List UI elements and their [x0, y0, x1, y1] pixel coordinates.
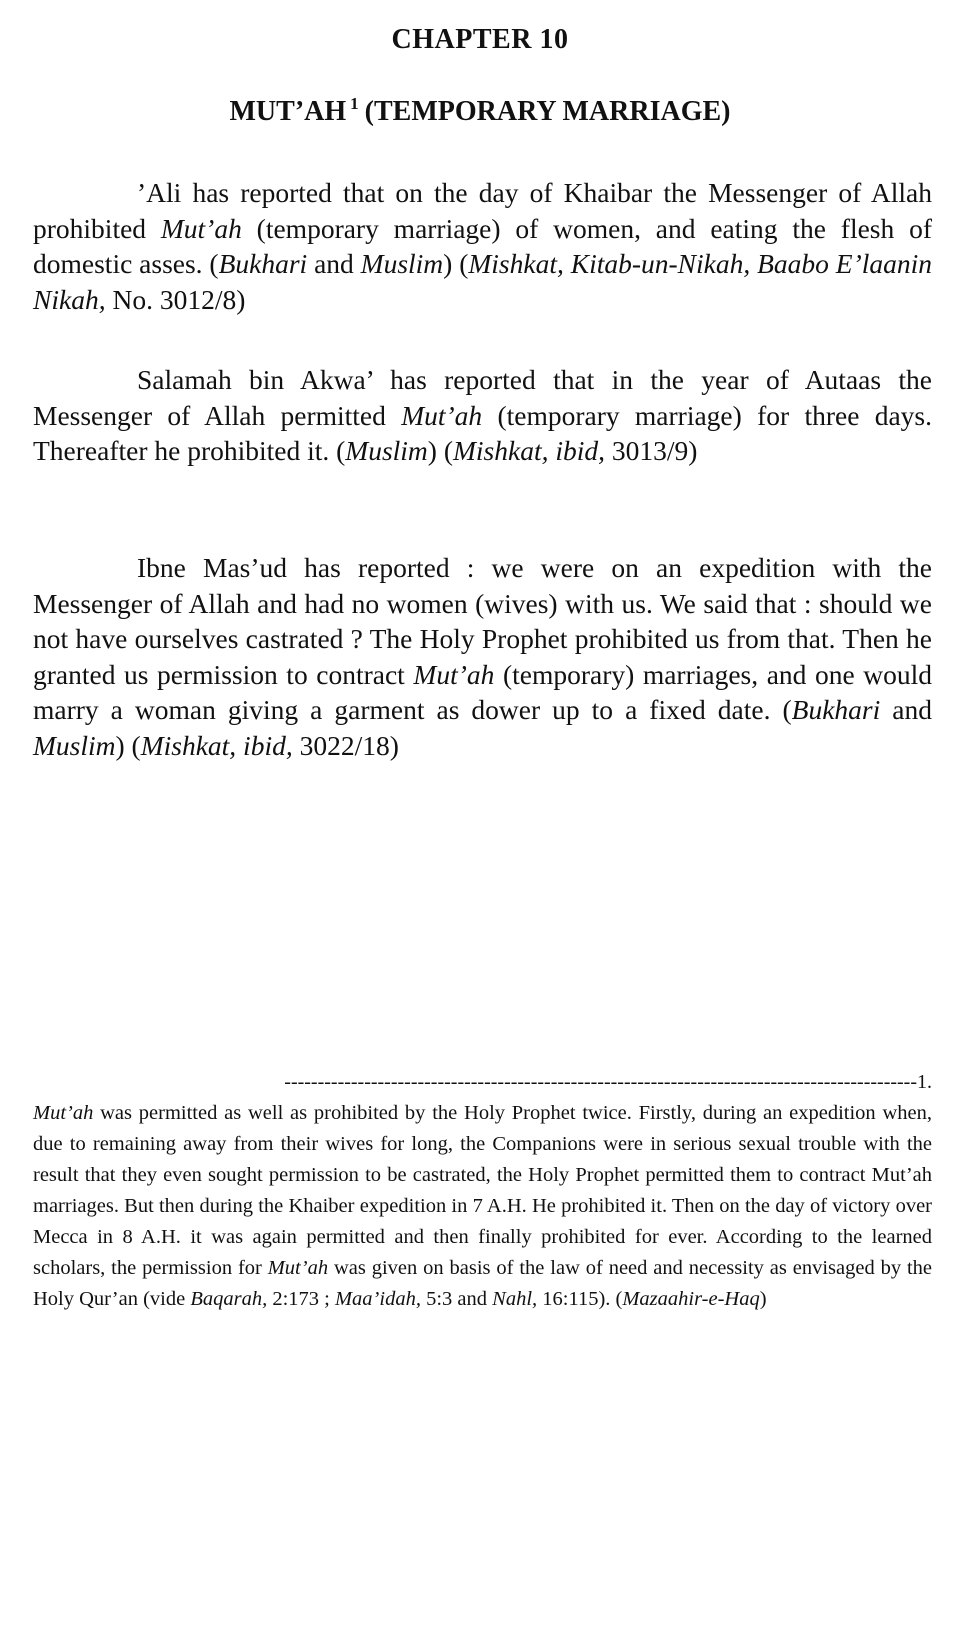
chapter-heading: CHAPTER 10 — [391, 24, 569, 55]
paragraph-ali: ’Ali has reported that on the day of Khaibar the Messenger of Allah prohibited Mut’ah (temporary marriage) of women, and eating the flesh of domestic asses. (Bukhari and Muslim) (Mishkat, Kitab-un-Nikah, Baabo E’laanin Nikah, No. 3012/8) — [33, 177, 933, 315]
title-main: MUT’AH — [229, 96, 347, 127]
footnote-text: Mut’ah was permitted as well as prohibited by the Holy Prophet twice. Firstly, during an expedition when, due to remaining away from their wives for long, the Companions were in serious sexual trouble with the result that they even sought permission to be castrated, the Holy Prophet permitted them to contract Mut’ah marriages. But then during the Khaiber expedition in 7 A.H. He prohibited it. Then on the day of victory over Mecca in 8 A.H. it was again permitted and then finally prohibited for ever. According to the learned scholars, the permission for Mut’ah was given on basis of the law of need and necessity as envisaged by the Holy Qur’an (vide Baqarah, 2:173 ; Maa’idah, 5:3 and Nahl, 16:115). (Mazaahir-e-Haq) — [33, 1102, 932, 1310]
chapter-title — [0, 96, 960, 128]
footnote-separator: -----------------------------------------------------------------------------------------------1. — [284, 1072, 932, 1092]
paragraph-salamah: Salamah bin Akwa’ has reported that in the year of Autaas the Messenger of Allah permitted Mut’ah (temporary marriage) for three days. Thereafter he prohibited it. (Muslim) (Mishkat, ibid, 3013/9) — [33, 364, 932, 466]
title-rest: (TEMPORARY MARRIAGE) — [364, 96, 731, 127]
paragraph-ibne-masud: Ibne Mas’ud has reported : we were on an expedition with the Messenger of Allah and had no women (wives) with us. We said that : should we not have ourselves castrated ? The Holy Prophet prohibited us from that. Then he granted us permission to contract Mut’ah (temporary) marriages, and one would marry a woman giving a garment as dower up to a fixed date. (Bukhari and Muslim) (Mishkat, ibid, 3022/18) — [33, 552, 933, 761]
footnote-marker: 1 — [350, 94, 359, 113]
